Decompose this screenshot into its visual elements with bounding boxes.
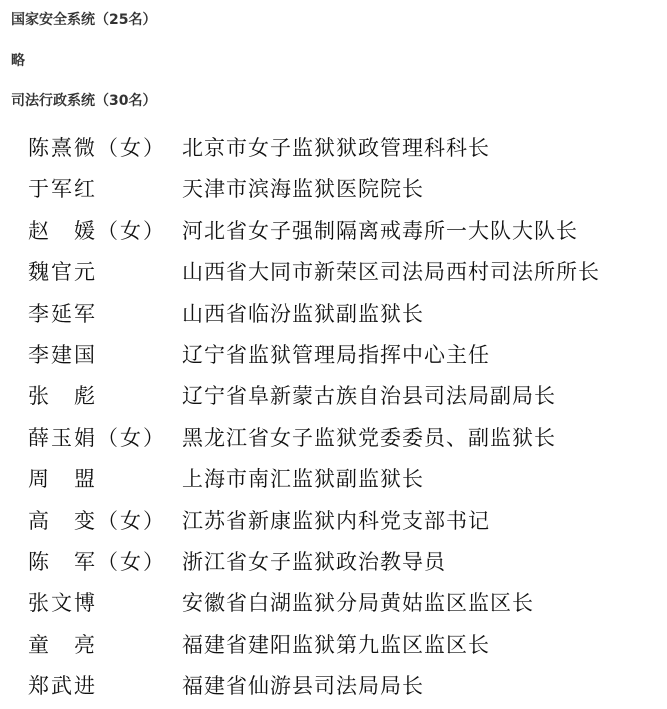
list-item — [0, 213, 667, 254]
list-item — [0, 461, 667, 502]
honoree-position: 辽宁省监狱管理局指挥中心主任 — [182, 342, 490, 367]
list-item — [0, 254, 667, 295]
list-item — [0, 627, 667, 668]
heading-judicial-administration-system: 司法行政系统（30名） — [11, 93, 157, 109]
list-item — [0, 585, 667, 626]
honoree-position: 浙江省女子监狱政治教导员 — [182, 549, 446, 574]
honoree-position: 北京市女子监狱狱政管理科科长 — [182, 136, 490, 160]
honoree-name: 薛玉娟（女） — [28, 425, 166, 450]
honoree-position: 山西省大同市新荣区司法局西村司法所所长 — [182, 260, 600, 285]
honoree-name: 张 彪 — [28, 384, 97, 409]
honoree-name: 郑武进 — [28, 674, 97, 699]
honoree-position: 河北省女子强制隔离戒毒所一大队大队长 — [182, 218, 578, 243]
honoree-name: 陈 军（女） — [28, 549, 166, 574]
honoree-list — [0, 130, 667, 709]
list-item — [0, 668, 667, 709]
honoree-position: 福建省仙游县司法局局长 — [182, 674, 424, 699]
honoree-position: 福建省建阳监狱第九监区监区长 — [182, 632, 490, 657]
list-item — [0, 337, 667, 378]
list-item — [0, 296, 667, 337]
honoree-name: 童 亮 — [28, 632, 97, 657]
honoree-position: 江苏省新康监狱内科党支部书记 — [182, 508, 490, 533]
honoree-name: 赵 媛（女） — [28, 218, 166, 243]
honoree-position: 安徽省白湖监狱分局黄姑监区监区长 — [182, 591, 534, 616]
honoree-position: 上海市南汇监狱副监狱长 — [182, 467, 424, 492]
list-item — [0, 171, 667, 212]
list-item — [0, 130, 667, 171]
honoree-name: 李建国 — [28, 342, 97, 367]
heading-omitted-note: 略 — [11, 53, 25, 69]
heading-national-security-system: 国家安全系统（25名） — [11, 12, 157, 28]
honoree-position: 山西省临汾监狱副监狱长 — [182, 301, 424, 326]
honoree-name: 魏官元 — [28, 260, 97, 285]
honoree-name: 李延军 — [28, 301, 97, 326]
honoree-position: 天津市滨海监狱医院院长 — [182, 177, 424, 202]
list-item — [0, 378, 667, 419]
honoree-name: 陈熹微（女） — [28, 136, 166, 160]
list-item — [0, 544, 667, 585]
honoree-position: 黑龙江省女子监狱党委委员、副监狱长 — [182, 425, 556, 450]
list-item — [0, 420, 667, 461]
honoree-name: 张文博 — [28, 591, 97, 616]
honoree-name: 于军红 — [28, 177, 97, 202]
list-item — [0, 503, 667, 544]
honoree-name: 高 变（女） — [28, 508, 166, 533]
honoree-name: 周 盟 — [28, 467, 97, 492]
honoree-position: 辽宁省阜新蒙古族自治县司法局副局长 — [182, 384, 556, 409]
